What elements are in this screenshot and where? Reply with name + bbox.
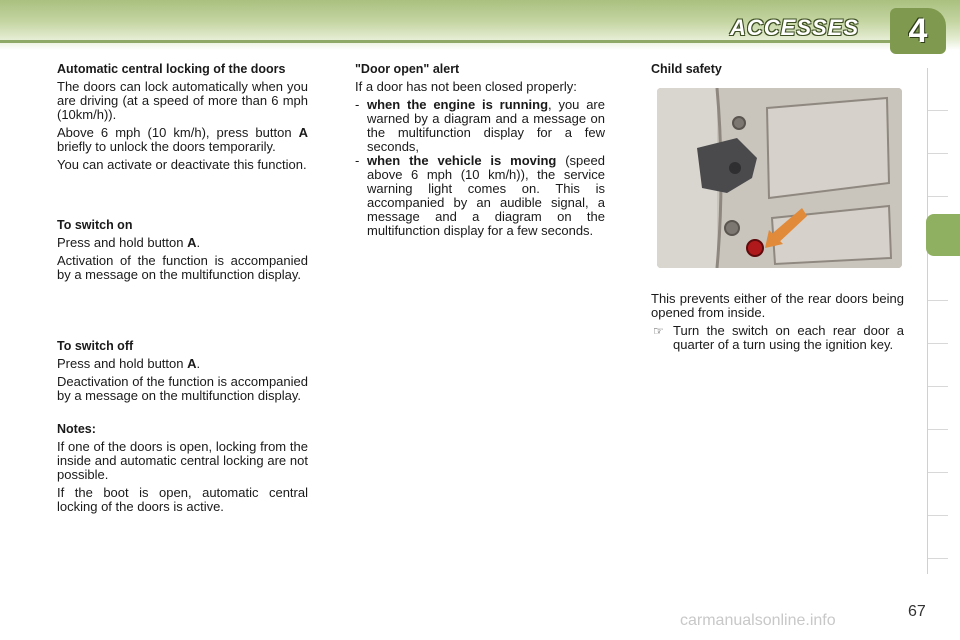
paragraph: You can activate or deactivate this function. (57, 157, 307, 172)
list-item: - when the engine is running, you are warned by a diagram and a message on the multifunction display for a few seconds, (355, 97, 605, 154)
chapter-tabs (927, 68, 950, 574)
column-child-safety (651, 63, 904, 352)
paragraph: This prevents either of the rear doors being opened from inside. (651, 291, 904, 320)
section-title-child-safety: Child safety (651, 62, 722, 76)
pointing-hand-icon: ☞ (653, 324, 664, 338)
list-item: - when the vehicle is moving (speed above 6 mph (10 km/h)), the service warning light comes on. This is accompanied by an audible signal, a message and a diagram on the multifunction display for a few seconds. (355, 153, 605, 238)
chapter-tab[interactable] (928, 516, 948, 559)
section-title-switch-on: To switch on (57, 218, 133, 232)
chapter-tab[interactable] (928, 154, 948, 197)
chapter-title: ACCESSES (730, 15, 860, 40)
door-edge-illustration (657, 88, 902, 268)
chapter-tab[interactable] (928, 430, 948, 473)
paragraph: If a door has not been closed properly: (355, 79, 577, 94)
column-door-open-alert (355, 63, 605, 238)
section-title-switch-off: To switch off (57, 339, 134, 353)
paragraph: Press and hold button A. (57, 356, 201, 371)
page-number: 67 (908, 603, 926, 620)
instruction-step: ☞ Turn the switch on each rear door a quarter of a turn using the ignition key. (653, 323, 904, 352)
chapter-tab[interactable] (928, 344, 948, 387)
chapter-tab[interactable] (928, 473, 948, 516)
paragraph: If the boot is open, automatic central locking of the doors is active. (57, 485, 308, 514)
watermark: carmanualsonline.info (680, 612, 836, 629)
paragraph: Deactivation of the function is accompanied by a message on the multifunction display. (57, 374, 308, 403)
column-central-locking (57, 63, 308, 518)
chapter-tab[interactable] (928, 301, 948, 344)
door-switch-photo (657, 88, 902, 268)
section-title-central-locking: Automatic central locking of the doors (57, 62, 286, 76)
paragraph: Press and hold button A. (57, 235, 201, 250)
chapter-tab[interactable] (928, 111, 948, 154)
paragraph: The doors can lock automatically when you are driving (at a speed of more than 6 mph (10km/h)). (57, 79, 308, 122)
chapter-tab-active[interactable] (926, 214, 960, 256)
paragraph: If one of the doors is open, locking from the inside and automatic central locking are not possible. (57, 439, 308, 482)
section-title-door-open: "Door open" alert (355, 62, 460, 76)
chapter-tab[interactable] (928, 258, 948, 301)
paragraph: Above 6 mph (10 km/h), press button A briefly to unlock the doors temporarily. (57, 125, 308, 154)
paragraph: Activation of the function is accompanied by a message on the multifunction display. (57, 253, 308, 282)
chapter-tab[interactable] (928, 68, 948, 111)
chapter-tab[interactable] (928, 387, 948, 430)
chapter-number-badge: 4 (890, 8, 946, 54)
section-title-notes: Notes: (57, 422, 96, 436)
